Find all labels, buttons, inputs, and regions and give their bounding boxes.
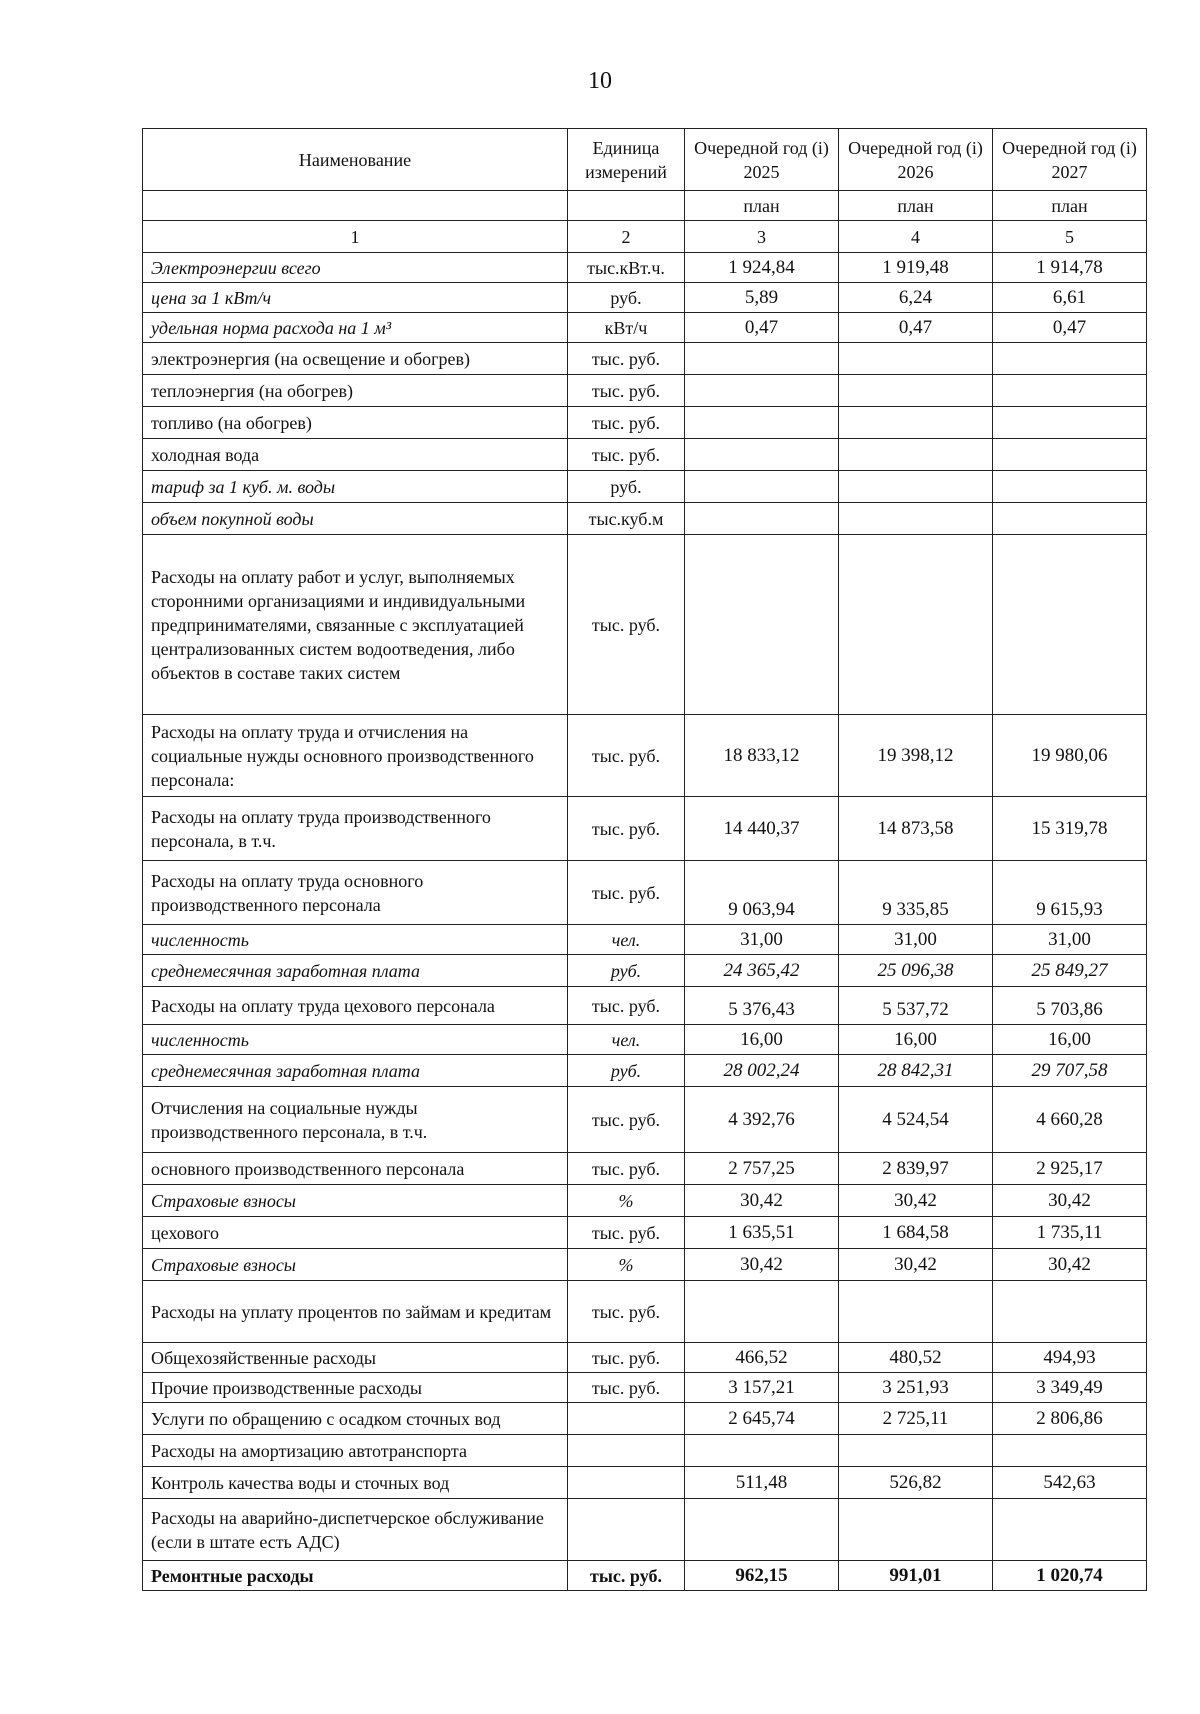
header-year-2026: Очередной год (i) 2026 xyxy=(839,129,993,191)
table-row xyxy=(143,861,1147,925)
row-name: электроэнергия (на освещение и обогрев) xyxy=(143,343,568,375)
value-2026: 2 839,97 xyxy=(839,1153,993,1185)
row-name: Расходы на аварийно-диспетчерское обслуживание (если в штате есть АДС) xyxy=(143,1499,568,1561)
row-unit: тыс.куб.м xyxy=(568,503,685,535)
value-2026: 14 873,58 xyxy=(839,797,993,861)
value-2027: 4 660,28 xyxy=(993,1087,1147,1153)
table-row xyxy=(143,925,1147,955)
row-name: тариф за 1 куб. м. воды xyxy=(143,471,568,503)
column-number: 2 xyxy=(568,221,685,253)
value-2027: 494,93 xyxy=(993,1343,1147,1373)
row-name: Прочие производственные расходы xyxy=(143,1373,568,1403)
row-unit: % xyxy=(568,1185,685,1217)
value-2025: 30,42 xyxy=(685,1249,839,1281)
value-2026: 2 725,11 xyxy=(839,1403,993,1435)
value-2026: 526,82 xyxy=(839,1467,993,1499)
value-2027: 5 703,86 xyxy=(993,987,1147,1025)
table-row xyxy=(143,1561,1147,1591)
table-row xyxy=(143,375,1147,407)
header-unit: Единица измерений xyxy=(568,129,685,191)
row-unit: тыс. руб. xyxy=(568,375,685,407)
value-2026: 4 524,54 xyxy=(839,1087,993,1153)
row-unit: тыс. руб. xyxy=(568,987,685,1025)
value-2025: 466,52 xyxy=(685,1343,839,1373)
value-2027: 19 980,06 xyxy=(993,715,1147,797)
value-2025 xyxy=(685,1435,839,1467)
value-2025 xyxy=(685,1281,839,1343)
value-2025 xyxy=(685,535,839,715)
row-unit xyxy=(568,1435,685,1467)
value-2025 xyxy=(685,375,839,407)
value-2026 xyxy=(839,439,993,471)
value-2027: 15 319,78 xyxy=(993,797,1147,861)
row-name: холодная вода xyxy=(143,439,568,471)
row-name: Контроль качества воды и сточных вод xyxy=(143,1467,568,1499)
header-row xyxy=(143,129,1147,191)
value-2025: 14 440,37 xyxy=(685,797,839,861)
value-2026 xyxy=(839,375,993,407)
page-number: 10 xyxy=(588,68,612,94)
row-unit: тыс.кВт.ч. xyxy=(568,253,685,283)
value-2026: 1 684,58 xyxy=(839,1217,993,1249)
value-2027: 30,42 xyxy=(993,1185,1147,1217)
value-2026: 30,42 xyxy=(839,1185,993,1217)
row-name: Расходы на оплату работ и услуг, выполняемых сторонними организациями и индивидуальными предпринимателями, связанные с эксплуатацией централизованных систем водоотведения, либо объектов в составе таких систем xyxy=(143,535,568,715)
value-2026 xyxy=(839,503,993,535)
table-row xyxy=(143,1185,1147,1217)
value-2027: 31,00 xyxy=(993,925,1147,955)
value-2027: 30,42 xyxy=(993,1249,1147,1281)
header-name: Наименование xyxy=(143,129,568,191)
row-name: Расходы на амортизацию автотранспорта xyxy=(143,1435,568,1467)
value-2026: 19 398,12 xyxy=(839,715,993,797)
column-number: 1 xyxy=(143,221,568,253)
row-unit: руб. xyxy=(568,955,685,987)
column-number: 4 xyxy=(839,221,993,253)
table-row xyxy=(143,1403,1147,1435)
value-2026 xyxy=(839,1435,993,1467)
value-2025 xyxy=(685,1499,839,1561)
value-2026: 31,00 xyxy=(839,925,993,955)
value-2026: 16,00 xyxy=(839,1025,993,1055)
row-name: среднемесячная заработная плата xyxy=(143,1055,568,1087)
plan-label: план xyxy=(685,191,839,221)
table-row xyxy=(143,1499,1147,1561)
value-2026: 991,01 xyxy=(839,1561,993,1591)
value-2027: 6,61 xyxy=(993,283,1147,313)
row-unit xyxy=(568,1499,685,1561)
value-2025: 1 924,84 xyxy=(685,253,839,283)
plan-label: план xyxy=(993,191,1147,221)
table-row xyxy=(143,343,1147,375)
value-2025 xyxy=(685,407,839,439)
table-row xyxy=(143,1055,1147,1087)
value-2026: 28 842,31 xyxy=(839,1055,993,1087)
value-2027 xyxy=(993,471,1147,503)
value-2025: 5,89 xyxy=(685,283,839,313)
row-unit: руб. xyxy=(568,1055,685,1087)
value-2026 xyxy=(839,471,993,503)
row-unit: руб. xyxy=(568,283,685,313)
value-2025: 24 365,42 xyxy=(685,955,839,987)
value-2026: 30,42 xyxy=(839,1249,993,1281)
row-name: Отчисления на социальные нужды производственного персонала, в т.ч. xyxy=(143,1087,568,1153)
value-2027: 16,00 xyxy=(993,1025,1147,1055)
row-name: среднемесячная заработная плата xyxy=(143,955,568,987)
table-row xyxy=(143,283,1147,313)
value-2027: 2 806,86 xyxy=(993,1403,1147,1435)
row-unit: тыс. руб. xyxy=(568,343,685,375)
value-2025: 4 392,76 xyxy=(685,1087,839,1153)
table-row xyxy=(143,1435,1147,1467)
value-2026 xyxy=(839,343,993,375)
table-row xyxy=(143,1373,1147,1403)
value-2027: 1 914,78 xyxy=(993,253,1147,283)
row-unit: кВт/ч xyxy=(568,313,685,343)
value-2026 xyxy=(839,1281,993,1343)
table-row xyxy=(143,987,1147,1025)
row-unit xyxy=(568,1403,685,1435)
value-2027 xyxy=(993,503,1147,535)
row-name: цена за 1 кВт/ч xyxy=(143,283,568,313)
row-unit: тыс. руб. xyxy=(568,1217,685,1249)
plan-row xyxy=(143,191,1147,221)
value-2027: 3 349,49 xyxy=(993,1373,1147,1403)
value-2027: 2 925,17 xyxy=(993,1153,1147,1185)
row-unit: тыс. руб. xyxy=(568,715,685,797)
table-row xyxy=(143,1025,1147,1055)
value-2026: 9 335,85 xyxy=(839,861,993,925)
row-unit: тыс. руб. xyxy=(568,1087,685,1153)
row-name: Расходы на уплату процентов по займам и кредитам xyxy=(143,1281,568,1343)
value-2027: 1 735,11 xyxy=(993,1217,1147,1249)
table-row xyxy=(143,471,1147,503)
value-2025: 28 002,24 xyxy=(685,1055,839,1087)
value-2025: 31,00 xyxy=(685,925,839,955)
row-name: Расходы на оплату труда и отчисления на социальные нужды основного производственного персонала: xyxy=(143,715,568,797)
table-row xyxy=(143,1281,1147,1343)
table-row xyxy=(143,1467,1147,1499)
row-name: теплоэнергия (на обогрев) xyxy=(143,375,568,407)
row-name: Расходы на оплату труда цехового персонала xyxy=(143,987,568,1025)
value-2027 xyxy=(993,407,1147,439)
row-unit: тыс. руб. xyxy=(568,1281,685,1343)
table-body xyxy=(143,253,1147,1591)
column-number: 3 xyxy=(685,221,839,253)
value-2027: 1 020,74 xyxy=(993,1561,1147,1591)
row-unit: % xyxy=(568,1249,685,1281)
row-name: численность xyxy=(143,1025,568,1055)
value-2025: 962,15 xyxy=(685,1561,839,1591)
row-name: численность xyxy=(143,925,568,955)
value-2026: 5 537,72 xyxy=(839,987,993,1025)
header-year-2027: Очередной год (i) 2027 xyxy=(993,129,1147,191)
value-2025: 30,42 xyxy=(685,1185,839,1217)
row-unit: чел. xyxy=(568,1025,685,1055)
value-2025 xyxy=(685,439,839,471)
row-name: Страховые взносы xyxy=(143,1249,568,1281)
row-name: Электроэнергии всего xyxy=(143,253,568,283)
value-2027 xyxy=(993,1435,1147,1467)
table-row xyxy=(143,439,1147,471)
plan-label: план xyxy=(839,191,993,221)
row-unit: тыс. руб. xyxy=(568,1153,685,1185)
budget-table xyxy=(142,128,1147,1591)
row-name: Расходы на оплату труда основного производственного персонала xyxy=(143,861,568,925)
row-unit: тыс. руб. xyxy=(568,797,685,861)
row-name: Расходы на оплату труда производственного персонала, в т.ч. xyxy=(143,797,568,861)
header-year-2025: Очередной год (i) 2025 xyxy=(685,129,839,191)
row-unit: тыс. руб. xyxy=(568,1561,685,1591)
row-unit: тыс. руб. xyxy=(568,535,685,715)
value-2027 xyxy=(993,343,1147,375)
row-unit: руб. xyxy=(568,471,685,503)
value-2027: 0,47 xyxy=(993,313,1147,343)
row-name: Услуги по обращению с осадком сточных вод xyxy=(143,1403,568,1435)
column-number: 5 xyxy=(993,221,1147,253)
value-2027 xyxy=(993,375,1147,407)
row-name: объем покупной воды xyxy=(143,503,568,535)
row-unit: чел. xyxy=(568,925,685,955)
row-name: удельная норма расхода на 1 м³ xyxy=(143,313,568,343)
value-2026: 6,24 xyxy=(839,283,993,313)
row-name: Ремонтные расходы xyxy=(143,1561,568,1591)
value-2027 xyxy=(993,535,1147,715)
value-2026 xyxy=(839,535,993,715)
value-2026: 25 096,38 xyxy=(839,955,993,987)
value-2027 xyxy=(993,1499,1147,1561)
value-2025: 0,47 xyxy=(685,313,839,343)
value-2027: 542,63 xyxy=(993,1467,1147,1499)
table-row xyxy=(143,797,1147,861)
value-2025 xyxy=(685,503,839,535)
value-2025: 5 376,43 xyxy=(685,987,839,1025)
row-unit: тыс. руб. xyxy=(568,439,685,471)
value-2025: 9 063,94 xyxy=(685,861,839,925)
table-row xyxy=(143,253,1147,283)
row-name: Страховые взносы xyxy=(143,1185,568,1217)
value-2026: 3 251,93 xyxy=(839,1373,993,1403)
row-unit: тыс. руб. xyxy=(568,407,685,439)
row-unit: тыс. руб. xyxy=(568,1343,685,1373)
row-name: цехового xyxy=(143,1217,568,1249)
value-2025: 1 635,51 xyxy=(685,1217,839,1249)
value-2026: 0,47 xyxy=(839,313,993,343)
row-unit xyxy=(568,1467,685,1499)
value-2025: 18 833,12 xyxy=(685,715,839,797)
table-row xyxy=(143,1217,1147,1249)
value-2027: 29 707,58 xyxy=(993,1055,1147,1087)
value-2025: 2 757,25 xyxy=(685,1153,839,1185)
value-2027: 9 615,93 xyxy=(993,861,1147,925)
table-row xyxy=(143,955,1147,987)
value-2025: 2 645,74 xyxy=(685,1403,839,1435)
table-row xyxy=(143,535,1147,715)
value-2025: 511,48 xyxy=(685,1467,839,1499)
value-2025: 3 157,21 xyxy=(685,1373,839,1403)
table-row xyxy=(143,1087,1147,1153)
row-name: топливо (на обогрев) xyxy=(143,407,568,439)
value-2026: 1 919,48 xyxy=(839,253,993,283)
value-2025 xyxy=(685,471,839,503)
value-2025: 16,00 xyxy=(685,1025,839,1055)
table-row xyxy=(143,1343,1147,1373)
table-row xyxy=(143,1249,1147,1281)
value-2026 xyxy=(839,1499,993,1561)
row-name: основного производственного персонала xyxy=(143,1153,568,1185)
table-row xyxy=(143,407,1147,439)
value-2026: 480,52 xyxy=(839,1343,993,1373)
value-2027 xyxy=(993,439,1147,471)
table-row xyxy=(143,1153,1147,1185)
value-2027 xyxy=(993,1281,1147,1343)
row-unit: тыс. руб. xyxy=(568,861,685,925)
row-name: Общехозяйственные расходы xyxy=(143,1343,568,1373)
value-2026 xyxy=(839,407,993,439)
value-2027: 25 849,27 xyxy=(993,955,1147,987)
table-row xyxy=(143,715,1147,797)
table-row xyxy=(143,313,1147,343)
row-unit: тыс. руб. xyxy=(568,1373,685,1403)
value-2025 xyxy=(685,343,839,375)
table-row xyxy=(143,503,1147,535)
column-numbers-row xyxy=(143,221,1147,253)
